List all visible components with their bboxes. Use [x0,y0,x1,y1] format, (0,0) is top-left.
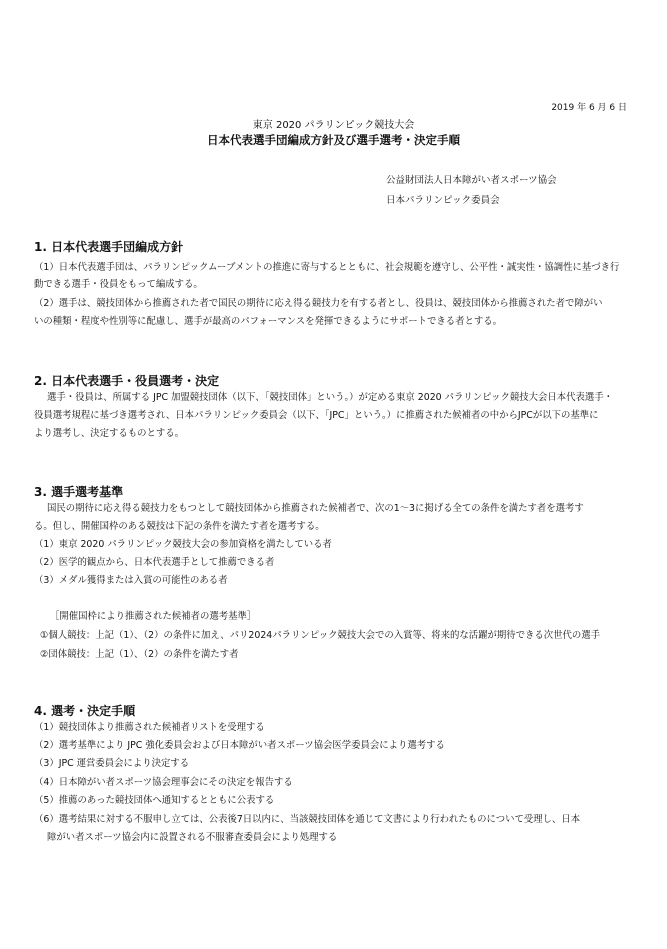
title-line-2: 日本代表選手団編成方針及び選手選考・決定手順 [207,133,460,147]
section-3-line: （1）東京 2020 パラリンピック競技大会の参加資格を満たしている者 [34,539,332,550]
section-3-line: （2）医学的観点から、日本代表選手として推薦できる者 [34,557,275,568]
section-4-line: （4）日本障がい者スポーツ協会理事会にその決定を報告する [34,777,293,788]
section-4-line: （3）JPC 運営委員会により決定する [34,758,190,769]
host-quota-line: ①個人競技：上記（1）、（2）の条件に加え、パリ2024パラリンピック競技大会での入賞等、将来的な活躍が期待できる次世代の選手 [40,630,600,641]
section-1-line: 動できる選手・役員をもって編成する。 [34,279,203,290]
section-4-line: （2）選考基準により JPC 強化委員会および日本障がい者スポーツ協会医学委員会により選考する [34,740,445,751]
issuer-2: 日本パラリンピック委員会 [386,195,500,206]
section-1-line: （2）選手は、競技団体から推薦された者で国民の期待に応え得る競技力を有する者とし、役員は、競技団体から推薦された者で障がい [34,298,603,309]
section-4-line: 障がい者スポーツ協会内に設置される不服審査委員会により処理する [47,832,338,843]
document-date: 2019 年 6 月 6 日 [551,103,627,113]
section-3-line: （3）メダル獲得または入賞の可能性のある者 [34,575,228,586]
section-1-line: （1）日本代表選手団は、パラリンピックムーブメントの推進に寄与するとともに、社会規範を遵守し、公平性・誠実性・協調性に基づき行 [34,262,620,273]
section-2-line: より選考し、決定するものとする。 [34,428,185,439]
section-3-line: る。但し、開催国枠のある競技は下記の条件を満たす者を選考する。 [34,521,325,532]
title-line-1: 東京 2020 パラリンピック競技大会 [252,120,415,131]
host-quota-line: ②団体競技：上記（1）、（2）の条件を満たす者 [40,649,239,660]
section-4-line: （5）推薦のあった競技団体へ通知するとともに公表する [34,795,275,806]
host-quota-heading: ［開催国枠により推薦された候補者の選考基準］ [50,611,257,622]
section-2-heading: 2. 日本代表選手・役員選考・決定 [34,374,220,388]
section-1-line: いの種類・程度や性別等に配慮し、選手が最高のパフォーマンスを発揮できるようにサポートできる者とする。 [34,316,503,327]
section-4-line: （6）選考結果に対する不服申し立ては、公表後7日以内に、当該競技団体を通じて文書により行われたものについて受理し、日本 [34,814,581,825]
section-2-line: 選手・役員は、所属する JPC 加盟競技団体（以下、「競技団体」という。）が定める東京 2020 パラリンピック競技大会日本代表選手・ [47,392,613,403]
section-2-line: 役員選考規程に基づき選考され、日本パラリンピック委員会（以下、「JPC」という。）に推薦された候補者の中からJPCが以下の基準に [34,410,599,421]
section-3-heading: 3. 選手選考基準 [34,485,124,499]
section-4-line: （1）競技団体より推薦された候補者リストを受理する [34,722,265,733]
section-3-line: 国民の期待に応え得る競技力をもつとして競技団体から推薦された候補者で、次の1～3に掲げる全ての条件を満たす者を選考す [47,503,584,514]
section-4-heading: 4. 選考・決定手順 [34,704,136,718]
section-1-heading: 1. 日本代表選手団編成方針 [34,240,184,254]
issuer-1: 公益財団法人日本障がい者スポーツ協会 [386,175,557,186]
